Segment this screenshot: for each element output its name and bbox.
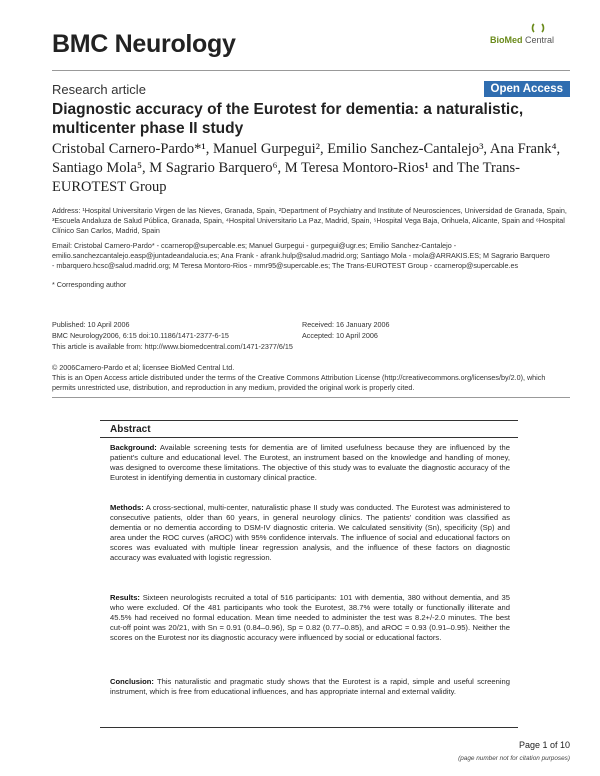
journal-title: BMC Neurology — [52, 30, 236, 58]
open-access-badge[interactable]: Open Access — [484, 81, 570, 97]
published-date: Published: 10 April 2006 — [52, 320, 130, 329]
abstract-conclusion: Conclusion: This naturalistic and pragmatic study shows that the Eurotest is a rapid, simple and useful screening instrument, which is free from educational influences, and has appropriate internal and external validity. — [110, 677, 510, 696]
header-divider — [52, 70, 570, 71]
article-url[interactable]: This article is available from: http://www.biomedcentral.com/1471-2377/6/15 — [52, 342, 293, 351]
article-title: Diagnostic accuracy of the Eurotest for dementia: a naturalistic, multicenter phase II study — [52, 101, 524, 137]
author-list: Cristobal Carnero-Pardo*¹, Manuel Gurpegui², Emilio Sanchez-Cantalejo³, Ana Frank⁴, Santiago Mola⁵, M Sagrario Barquero⁶, M Teresa Montoro-Rios¹ and The Trans-EUROTEST Group — [52, 141, 561, 195]
abstract-heading: Abstract — [110, 424, 151, 435]
history-info — [302, 320, 390, 342]
abstract-divider — [100, 437, 518, 438]
affiliations: Address: ¹Hospital Universitario Virgen de las Nieves, Granada, Spain, ²Department of Psychiatry and Institute of Neurosciences, Universidad de Granada, Spain, ³Escuela Andaluza de Salud Pública, Granada, Spain, ⁴Hospital Universitario La Paz, Madrid, Spain, ⁵Hospital Vega Baja, Orihuela, Alicante, Spain and ⁶Hospital Clínico San Carlos, Madrid, Spain — [52, 206, 567, 235]
article-type: Research article — [52, 82, 146, 97]
logo-text: BioMed Central — [490, 35, 555, 45]
author-emails: Email: Cristobal Carnero-Pardo* - ccarnerop@supercable.es; Manuel Gurpegui - gurpegui@ugr.es; Emilio Sanchez-Cantalejo - emilio.sanchezcantalejo.easp@juntadeandalucia.es; Ana Frank - afrank.hulp@salud.madrid.org; Santiago Mola - mola@ARRAKIS.ES; M Sagrario Barquero - mbarquero.hcsc@salud.madrid.org; M Teresa Montoro-Rios - mmr95@supercable.es; The Trans-EUROTEST Group - ccarnerop@supercable.es — [52, 241, 550, 270]
page-note: (page number not for citation purposes) — [458, 755, 570, 762]
license-text: This is an Open Access article distributed under the terms of the Creative Commons Attribution License (http://creativecommons.org/licenses/by/2.0), which permits unrestricted use, distribution, and reproduction in any medium, provided the original work is properly cited. — [52, 373, 546, 392]
citation-doi[interactable]: BMC Neurology2006, 6:15 doi:10.1186/1471-2377-6-15 — [52, 331, 229, 340]
abstract-methods: Methods: A cross-sectional, multi-center, naturalistic phase II study was conducted. The Eurotest was administered to consecutive patients, older than 60 years, in general neurology clinics. The patients' condition was classified as dementia or no dementia according to DSM-IV diagnostic criteria. We calculated sensitivity (Sn), specificity (Sp) and area under the ROC curves (aROC) with 95% confidence intervals. The influence of social and educational factors on scores was evaluated with multiple linear regression analysis, and the influence of these factors on diagnostic accuracy was evaluated with logistic regression. — [110, 503, 510, 562]
accepted-date: Accepted: 10 April 2006 — [302, 331, 378, 340]
publisher-logo — [490, 22, 570, 52]
copyright-line: © 2006Carnero-Pardo et al; licensee BioMed Central Ltd. — [52, 363, 235, 372]
publication-info — [52, 320, 293, 353]
license-divider — [52, 397, 570, 398]
corresponding-author-note: * Corresponding author — [52, 280, 127, 289]
license-block — [52, 363, 570, 393]
page-number: Page 1 of 10 — [518, 740, 570, 750]
abstract-results: Results: Sixteen neurologists recruited a total of 516 participants: 101 with dementia, 380 without dementia, and 35 who were excluded. Of the 481 participants who took the Eurotest, 38.7% were totally or functionally illiterate and 45.5% had received no formal education. Mean time needed to administer the test was 8.2+/-2.0 minutes. The best cut-off point was 20/21, with Sn = 0.91 (0.84–0.96), Sp = 0.82 (0.77–0.85), and aROC = 0.93 (0.91–0.95). Neither the scores on the Eurotest nor its diagnostic accuracy were influenced by social or educational factors. — [110, 593, 510, 642]
abstract-background: Background: Available screening tests for dementia are of limited usefulness because they are influenced by the patient's culture and educational level. The Eurotest, an instrument based on the knowledge and handling of money, was designed to overcome these limitations. The objective of this study was to evaluate the diagnostic accuracy of the Eurotest in identifying dementia in customary clinical practice. — [110, 443, 510, 482]
received-date: Received: 16 January 2006 — [302, 320, 390, 329]
abstract-box — [100, 420, 518, 728]
logo-mark-icon — [530, 22, 546, 34]
